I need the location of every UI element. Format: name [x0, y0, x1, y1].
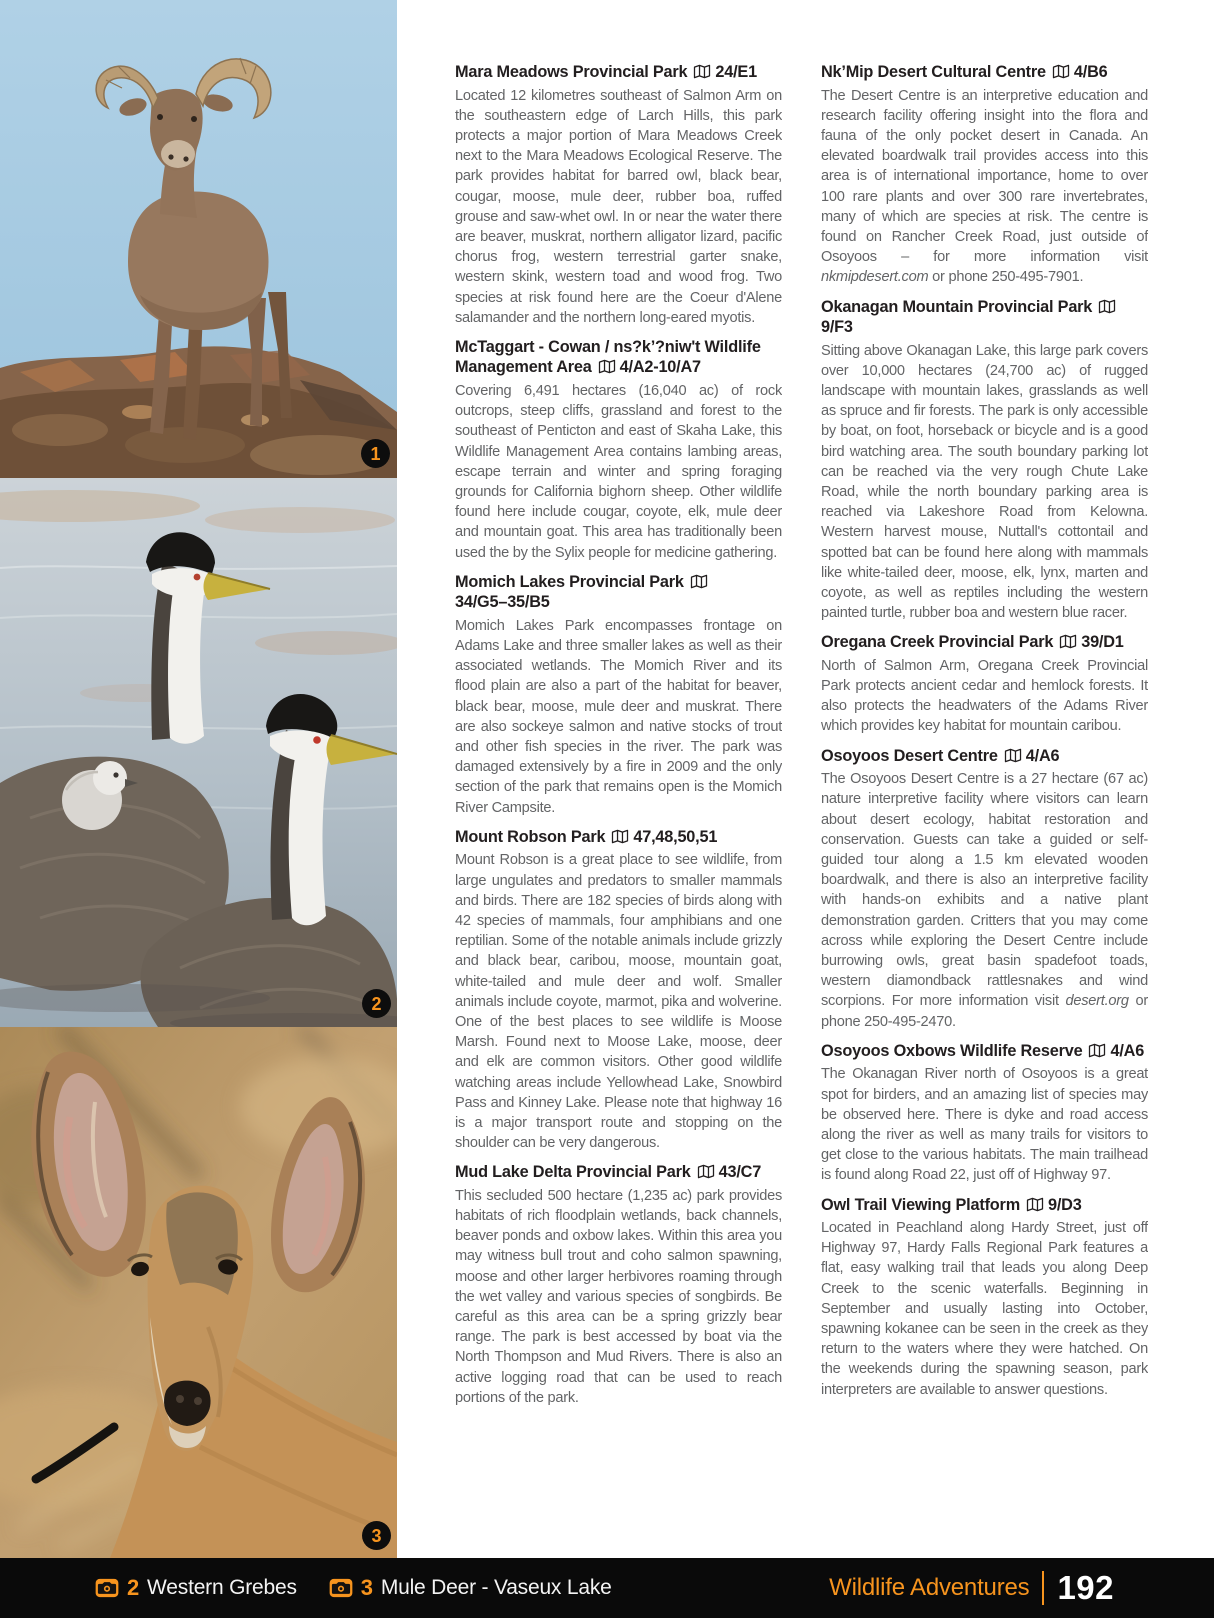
- map-reference: 24/E1: [715, 63, 757, 81]
- park-heading: [455, 572, 782, 613]
- map-reference: 39/D1: [1081, 633, 1124, 652]
- photo-badge-2: 2: [362, 989, 391, 1018]
- park-section: [455, 1162, 782, 1408]
- map-reference: 34/G5–35/B5: [455, 593, 550, 612]
- photo-bighorn-sheep: [0, 0, 397, 478]
- map-icon: [598, 359, 616, 374]
- text-column-right: [821, 62, 1148, 1554]
- park-description: Mount Robson is a great place to see wildlife, from large ungulates and predators to smaller mammals and birds. There are 182 species of birds along with 42 species of mammals, four amphibians and one reptilian. Some of the notable animals include grizzly and black bear, caribou, moose, mountain goat, white-tailed and mule deer and wolf. Smaller animals include coyote, marmot, pika and wolverine. One of the best places to see wildlife is Moose Marsh. Found next to Moose Lake, moose, deer and elk are common visitors. Other good wildlife watching areas include Yellowhead Lake, Snowbird Pass and Kinney Lake. Please note that highway 16 is a major transport route and stopping on the shoulder can be very dangerous.: [455, 852, 782, 1152]
- park-description: Sitting above Okanagan Lake, this large park covers over 10,000 hectares (24,700 ac) of rugged landscape with mountain lakes, grasslands as well as spruce and fir forests. The park is only accessible by boat, on foot, horseback or bicycle and is a good bird watching area. The south boundary parking lot can be reached via the very rough Chute Lake Road, while the north boundary parking area is reached via Lakeshore Road from Kelowna. Western harvest mouse, Nuttall's cottontail and spotted bat can be found here along with mammals like white-tailed deer, moose, elk, lynx, marten and coyote, as well as reptiles including the western painted turtle, rubber boa and western blue racer.: [821, 342, 1148, 622]
- description-text: or phone 250-495-2470.: [821, 993, 1148, 1030]
- map-reference: 43/C7: [718, 1163, 762, 1182]
- map-icon: [690, 574, 708, 589]
- park-heading: [455, 1162, 782, 1183]
- park-section: [821, 1041, 1148, 1186]
- park-description: The Okanagan River north of Osoyoos is a great spot for birders, and an amazing list of species may be observed here. There is dyke and road access along the river as well as many trails for visitors to get close to the various habitats. The main trailhead is found along Road 22, just off of Highway 97.: [821, 1066, 1148, 1184]
- park-description: [821, 86, 1148, 288]
- page-info: [829, 1569, 1114, 1607]
- mule-deer-illustration: [0, 1027, 397, 1558]
- park-title: Mud Lake Delta Provincial Park: [455, 1163, 691, 1182]
- park-title: Owl Trail Viewing Platform: [821, 1195, 1020, 1214]
- map-reference: 4/A2-10/A7: [619, 358, 701, 377]
- park-section: [821, 746, 1148, 1032]
- map-reference: 9/F3: [821, 318, 853, 337]
- map-icon: [697, 1164, 715, 1179]
- description-text: The Osoyoos Desert Centre is a 27 hectare (67 ac) nature interpretive facility where visitors can learn about desert ecology, habitat restoration and conservation. Guests can take a guided or self-guided tour along a 1.5 km elevated wooden boardwalk, and there is also an interpretive facility with hands-on exhibits and a native plant demonstration garden. Critters that you may come across while exploring the Desert Centre include burrowing owls, great basin spadefoot toads, western diamondback rattlesnakes and wind scorpions. For more information visit: [821, 771, 1148, 1010]
- park-title: Nk’Mip Desert Cultural Centre: [821, 63, 1046, 81]
- park-heading: [455, 62, 782, 83]
- map-icon: [693, 64, 711, 79]
- park-section: [455, 337, 782, 563]
- park-heading: [821, 1041, 1148, 1062]
- park-description: Located in Peachland along Hardy Street, just off Highway 97, Hardy Falls Regional Park features a flat, easy walking trail that leads you along Deep Creek to the scenic waterfalls. Beginning in September and usually lasting into October, spawning kokanee can be seen in the creek as they return to the waters where they were hatched. On the weekends during the spawning season, park interpreters are available to answer questions.: [821, 1220, 1148, 1398]
- map-reference: 4/A6: [1025, 746, 1060, 765]
- park-section: [455, 827, 782, 1154]
- park-heading: [821, 62, 1148, 83]
- park-section: [821, 62, 1148, 288]
- photo-caption: [329, 1575, 612, 1601]
- park-description: Momich Lakes Park encompasses frontage on Adams Lake and three smaller lakes as well as their associated wetlands. The Momich River and its flood plain are also a part of the habitat for beaver, black bear, moose, mule deer and muskrat. There are also sockeye salmon and native stocks of trout and other fish species in the river. The park was damaged extensively by a fire in 2009 and the only section of the park that remains open is the Momich River Campsite.: [455, 617, 782, 816]
- caption-label: Mule Deer - Vaseux Lake: [380, 1576, 612, 1599]
- park-title: Okanagan Mountain Provincial Park: [821, 297, 1093, 316]
- caption-number: 3: [360, 1575, 373, 1600]
- western-grebes-illustration: [0, 478, 397, 1027]
- park-heading: [455, 827, 782, 848]
- park-section: [455, 62, 782, 328]
- map-icon: [1052, 64, 1070, 79]
- park-heading: [821, 746, 1148, 767]
- photo-caption: [95, 1575, 297, 1601]
- park-heading: [821, 632, 1148, 653]
- bighorn-sheep-illustration: [0, 0, 397, 478]
- camera-icon: [329, 1578, 353, 1598]
- description-text: The Desert Centre is an interpretive education and research facility offering insight into the flora and fauna of the only pocket desert in Canada. An elevated boardwalk trail provides access into this area is of international importance, home to over 100 rare plants and over 300 rare invertebrates, many of which are species at risk. The centre is found on Rancher Creek Road, just outside of Osoyoos – for more information visit: [821, 87, 1148, 266]
- park-title: Mara Meadows Provincial Park: [455, 63, 688, 81]
- park-title: Oregana Creek Provincial Park: [821, 633, 1054, 652]
- park-description: Located 12 kilometres southeast of Salmon Arm on the southeastern edge of Larch Hills, this park protects a major portion of Mara Meadows Creek next to the Mara Meadows Ecological Reserve. The park provides habitat for barred owl, black bear, cougar, moose, mule deer, rubber boa, ruffed grouse and saw-whet owl. In or near the water there are beaver, muskrat, northern alligator lizard, pacific chorus frog, western terrestrial garter snake, western skink, western toad and wood frog. Two species at risk found here are the Coeur d'Alene salamander and the northern long-eared myotis.: [455, 87, 782, 326]
- map-icon: [1004, 748, 1022, 763]
- map-icon: [1059, 634, 1077, 649]
- description-text: or phone 250-495-7901.: [928, 269, 1084, 286]
- map-reference: 4/A6: [1110, 1041, 1145, 1060]
- camera-icon: [95, 1578, 119, 1598]
- photo-captions: [95, 1575, 612, 1601]
- text-column-left: [455, 62, 782, 1554]
- park-description: [821, 769, 1148, 1032]
- park-heading: [821, 297, 1148, 338]
- photo-western-grebes: [0, 478, 397, 1027]
- photo-badge-1: 1: [361, 439, 390, 468]
- map-icon: [611, 829, 629, 844]
- map-icon: [1026, 1197, 1044, 1212]
- footer-divider: [1042, 1571, 1044, 1605]
- map-reference: 4/B6: [1073, 63, 1108, 81]
- park-title: Osoyoos Oxbows Wildlife Reserve: [821, 1041, 1083, 1060]
- park-description: This secluded 500 hectare (1,235 ac) park provides habitats of rich floodplain wetlands, back channels, beaver ponds and oxbow lakes. Within this area you may witness bull trout and coho salmon spawning, moose and other larger herbivores roaming through the wet valley and various species of songbirds. Be careful as this area can be a spring grizzly bear range. The park is best accessed by boat via the North Thompson and Mud Rivers. There is also an active logging road that can be used to reach portions of the park.: [455, 1187, 782, 1406]
- map-reference: 47,48,50,51: [633, 827, 718, 846]
- map-icon: [1098, 299, 1116, 314]
- photo-badge-3: 3: [362, 1521, 391, 1550]
- photo-mule-deer: [0, 1027, 397, 1558]
- page-footer: [0, 1558, 1214, 1618]
- park-section: [821, 632, 1148, 736]
- park-section: [455, 572, 782, 818]
- park-section: [821, 1195, 1148, 1400]
- park-title: Momich Lakes Provincial Park: [455, 572, 684, 591]
- page-number: 192: [1057, 1569, 1114, 1606]
- caption-number: 2: [127, 1575, 140, 1600]
- map-icon: [1088, 1043, 1106, 1058]
- section-label: Wildlife Adventures: [829, 1574, 1030, 1601]
- italic-website-text: nkmipdesert.com: [821, 269, 929, 286]
- park-heading: [455, 337, 782, 378]
- park-description: Covering 6,491 hectares (16,040 ac) of rock outcrops, steep cliffs, grassland and forest to the southeast of Penticton and east of Skaha Lake, this Wildlife Management Area contains lambing areas, escape terrain and winter and spring foraging grounds for California bighorn sheep. Other wildlife found here include cougar, coyote, elk, mule deer and mountain goat. This area has traditionally been used the by the Sylix people for medicine gathering.: [455, 382, 782, 561]
- caption-label: Western Grebes: [147, 1576, 297, 1599]
- park-section: [821, 297, 1148, 624]
- park-heading: [821, 1195, 1148, 1216]
- park-title: McTaggart - Cowan / ns?k’?niw't Wildlife Management Area: [455, 337, 761, 377]
- park-title: Osoyoos Desert Centre: [821, 746, 998, 765]
- map-reference: 9/D3: [1047, 1195, 1082, 1214]
- italic-website-text: desert.org: [1065, 993, 1129, 1010]
- park-title: Mount Robson Park: [455, 827, 606, 846]
- park-description: North of Salmon Arm, Oregana Creek Provincial Park protects ancient cedar and hemlock forests. It also protects the headwaters of the Adams River which provides key habitat for mountain caribou.: [821, 657, 1148, 735]
